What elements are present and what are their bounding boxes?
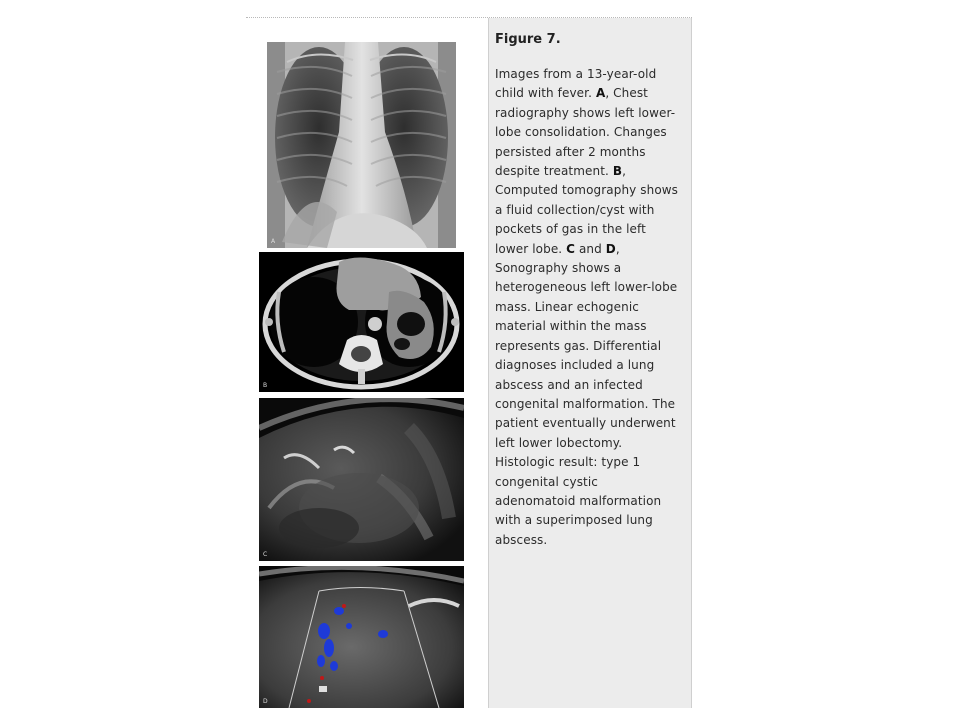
sonography-image <box>259 398 464 561</box>
ct-scan-image <box>259 252 464 392</box>
caption-text-b: , Computed tomography shows a fluid collection/cyst with pockets of gas in the left lower lobe. <box>495 164 679 256</box>
panel-a-letter: A <box>271 238 276 245</box>
figure-caption <box>495 65 681 550</box>
caption-text-cd: , Sonography shows a heterogeneous left lower-lobe mass. Linear echogenic material within the mass represents gas. Differential diagnoses included a lung abscess and an infected congenital malformation. The patient eventually underwent left lower lobectomy. Histologic result: type 1 congenital cystic adenomatoid malformation with a superimposed lung abscess. <box>495 241 678 547</box>
panel-d-letter: D <box>263 698 268 705</box>
caption-label-b: B <box>612 164 623 179</box>
caption-label-a: A <box>595 86 606 101</box>
figure-image-column <box>246 18 488 708</box>
doppler-sonography-image <box>259 566 464 708</box>
chest-radiograph-image <box>267 42 456 248</box>
caption-label-d: D <box>605 241 616 256</box>
caption-and: and <box>575 241 606 256</box>
caption-text-a: , Chest radiography shows left lower-lobe consolidation. Changes persisted after 2 months despite treatment. <box>495 86 676 179</box>
figure-caption-panel <box>488 18 692 708</box>
panel-c-letter: C <box>263 551 268 558</box>
figure-panel <box>246 17 692 708</box>
figure-title: Figure 7. <box>495 32 561 47</box>
panel-b-letter: B <box>263 382 268 389</box>
caption-intro: Images from a 13-year-old child with fever. <box>495 67 657 101</box>
caption-label-c: C <box>566 241 576 256</box>
